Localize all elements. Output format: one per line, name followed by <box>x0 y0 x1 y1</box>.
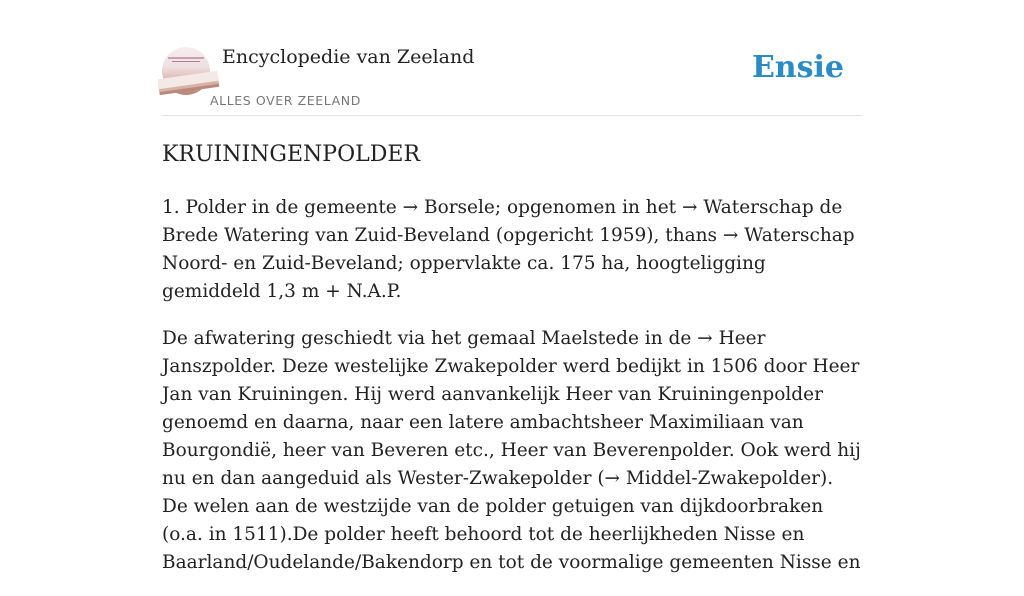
ensie-brand-logo[interactable]: Ensie <box>751 50 844 85</box>
site-logo-image[interactable] <box>162 47 210 95</box>
article-paragraph: De afwatering geschiedt via het gemaal Maelstede in de → Heer Janszpolder. Deze westelijke Zwakepolder werd bedijkt in 1506 door Heer Jan van Kruiningen. Hij werd aanvankelijk Heer van Kruiningenpolder genoemd en daarna, naar een latere ambachtsheer Maximiliaan van Bourgondië, heer van Beveren etc., Heer van Beverenpolder. Ook werd hij nu en dan aangeduid als Wester-Zwakepolder (→ Middel-Zwakepolder). De welen aan de westzijde van de polder getuigen van dijkdoorbraken (o.a. in 1511).De polder heeft behoord tot de heerlijkheden Nisse en Baarland/Oudelande/Bakendorp en tot de voormalige gemeenten Nisse en <box>162 328 861 573</box>
article-paragraph: 1. Polder in de gemeente → Borsele; opgenomen in het → Waterschap de Brede Watering van Zuid-Beveland (opgericht 1959), thans → Waterschap Noord- en Zuid-Beveland; oppervlakte ca. 175 ha, hoogteligging gemiddeld 1,3 m + N.A.P. <box>162 197 855 302</box>
article-title: KRUININGENPOLDER <box>162 142 421 167</box>
site-subtitle: ALLES OVER ZEELAND <box>210 93 361 108</box>
site-header <box>162 0 862 116</box>
article-content <box>162 138 862 596</box>
site-title[interactable]: Encyclopedie van Zeeland <box>222 46 475 68</box>
